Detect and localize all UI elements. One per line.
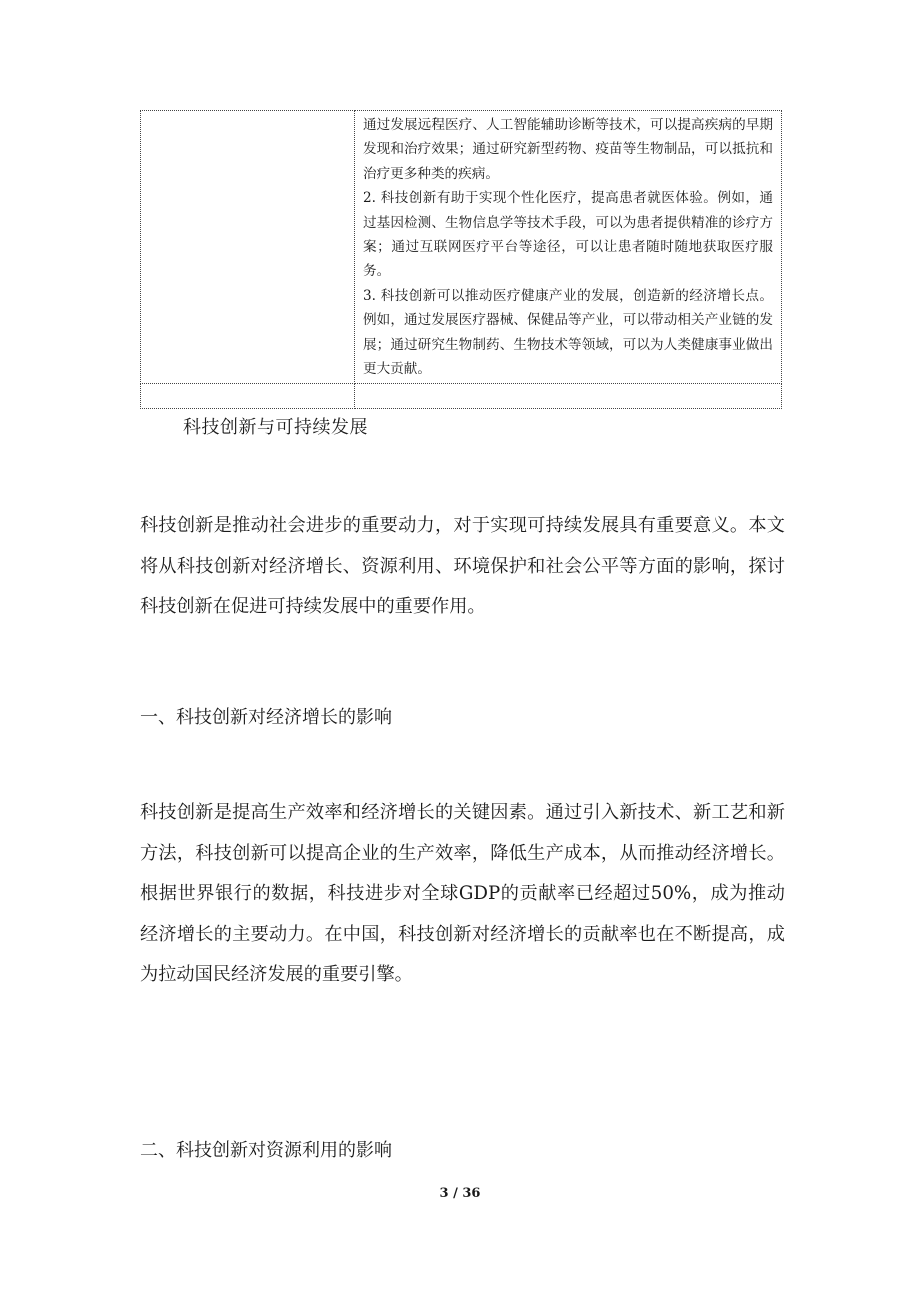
table-paragraph-1: 通过发展远程医疗、人工智能辅助诊断等技术，可以提高疾病的早期发现和治疗效果；通过研究新型药物、疫苗等生物制品，可以抵抗和治疗更多种类的疾病。 <box>363 117 773 182</box>
table-row <box>141 111 782 384</box>
table-cell-left <box>141 111 355 384</box>
table-cell-text <box>355 111 781 383</box>
continued-table <box>140 110 782 409</box>
section-1-paragraph: 科技创新是提高生产效率和经济增长的关键因素。通过引入新技术、新工艺和新方法，科技创新可以提高企业的生产效率，降低生产成本，从而推动经济增长。根据世界银行的数据，科技进步对全球GDP的贡献率已经超过50%，成为推动经济增长的主要动力。在中国，科技创新对经济增长的贡献率也在不断提高，成为拉动国民经济发展的重要引擎。 <box>140 802 785 985</box>
section-2-heading: 二、科技创新对资源利用的影响 <box>140 1140 392 1161</box>
section-1-heading: 一、科技创新对经济增长的影响 <box>140 707 392 728</box>
table-paragraph-3: 3. 科技创新可以推动医疗健康产业的发展，创造新的经济增长点。例如，通过发展医疗器械、保健品等产业，可以带动相关产业链的发展；通过研究生物制药、生物技术等领域，可以为人类健康事业做出更大贡献。 <box>363 287 773 378</box>
table-cell-empty-left <box>141 384 355 409</box>
table-cell-right <box>355 111 782 384</box>
table-row-empty <box>141 384 782 409</box>
table-cell-empty-right <box>355 384 782 409</box>
table-paragraph-2: 2. 科技创新有助于实现个性化医疗，提高患者就医体验。例如，通过基因检测、生物信息学等技术手段，可以为患者提供精准的诊疗方案；通过互联网医疗平台等途径，可以让患者随时随地获取医疗服务。 <box>363 190 773 280</box>
article-title: 科技创新与可持续发展 <box>183 417 368 438</box>
page-number: 3 / 36 <box>439 1186 481 1201</box>
intro-paragraph: 科技创新是推动社会进步的重要动力，对于实现可持续发展具有重要意义。本文将从科技创新对经济增长、资源利用、环境保护和社会公平等方面的影响，探讨科技创新在促进可持续发展中的重要作用。 <box>140 515 785 617</box>
